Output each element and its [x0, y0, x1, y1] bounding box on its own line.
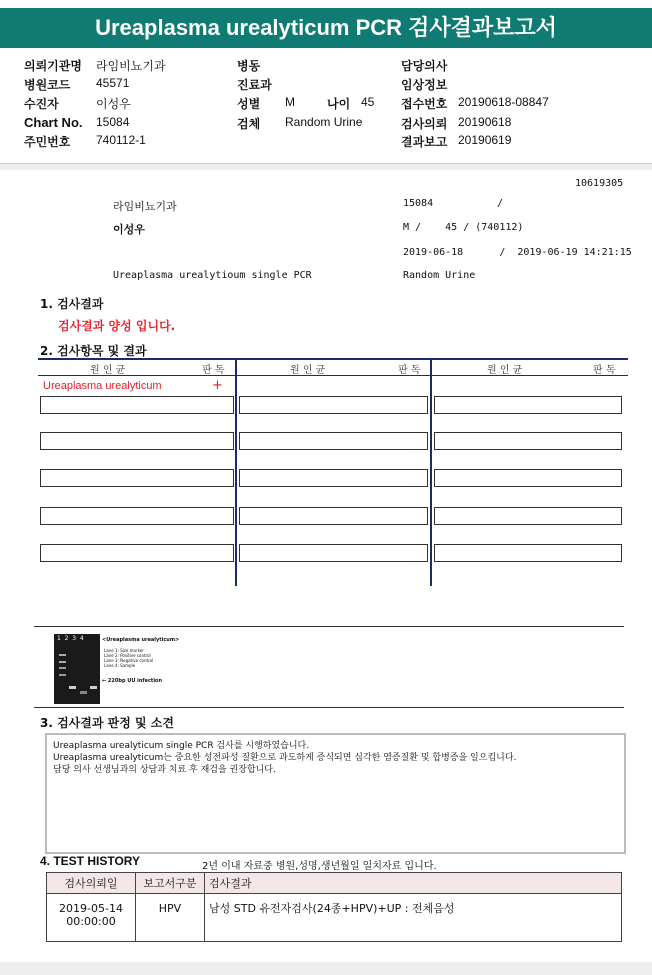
gel-band-label: ← 220bp UU infection [102, 678, 163, 684]
hospital-code-label: 병원코드 [24, 78, 71, 92]
print-chart-slash: / [497, 198, 504, 209]
institution-label: 의뢰기관명 [24, 59, 82, 73]
history-note: 2년 이내 자료중 병원,성명,생년월일 일치자료 입니다. [202, 861, 437, 872]
section1-title: 1. 검사결과 [40, 297, 104, 311]
section3-title: 3. 검사결과 판정 및 소견 [40, 716, 174, 730]
report-title: Ureaplasma urealyticum PCR 검사결과보고서 [0, 8, 652, 48]
result-cell [40, 507, 234, 525]
history-type: HPV [136, 894, 205, 942]
gel-legend-item: Lane 3: Negative control [104, 658, 154, 663]
table-top-rule [38, 358, 628, 360]
gel-band [90, 686, 97, 689]
gel-title: <Ureaplasma urealyticum> [102, 637, 180, 643]
col1-organism-header: 원 인 균 [90, 365, 126, 376]
col1-result-header: 판 독 [202, 365, 225, 376]
result-cell [40, 396, 234, 414]
print-name: 이성우 [113, 223, 145, 236]
organism-result: + [212, 378, 223, 393]
result-cell [40, 432, 234, 450]
result-cell [434, 432, 622, 450]
dept-label: 진료과 [237, 78, 272, 92]
gel-legend-item: Lane 1: Size marker [104, 648, 144, 653]
findings-text [53, 740, 516, 776]
history-result: 남성 STD 유전자검사(24종+HPV)+UP : 전체음성 [205, 894, 622, 942]
result-cell [434, 396, 622, 414]
chart-value: 15084 [96, 115, 130, 129]
history-col-date: 검사의뢰일 [47, 873, 136, 894]
result-cell [239, 507, 428, 525]
section4-title: 4. TEST HISTORY [40, 854, 141, 868]
report-value: 20190619 [458, 133, 512, 147]
sex-label: 성별 [237, 97, 261, 111]
gel-bottom-rule [34, 707, 624, 708]
recipient-label: 수진자 [24, 97, 59, 111]
print-test-name: Ureaplasma urealytioum single PCR [113, 270, 312, 281]
gel-band [59, 667, 66, 669]
history-col-type: 보고서구분 [136, 873, 205, 894]
column-divider [235, 358, 237, 586]
result-cell [434, 544, 622, 562]
receipt-value: 20190618-08847 [458, 95, 549, 109]
recipient-value: 이성우 [96, 97, 131, 111]
history-time: 00:00:00 [66, 915, 116, 928]
page-bottom-margin [0, 962, 652, 975]
patient-info [0, 52, 652, 164]
resident-label: 주민번호 [24, 135, 71, 149]
clinical-label: 임상정보 [401, 78, 448, 92]
history-header-row [47, 873, 622, 894]
result-cell [239, 396, 428, 414]
findings-line: Ureaplasma urealyticum는 중요한 성전파성 질환으로 과도하게 증식되면 심각한 염증질환 및 합병증을 일으킵니다. [53, 753, 517, 763]
gel-band [80, 691, 87, 694]
info-divider [0, 163, 652, 170]
gel-legend-item: Lane 2: Positive control [104, 653, 151, 658]
result-cell [434, 507, 622, 525]
gel-legend-item: Lane 4: Sample [104, 663, 136, 668]
gel-lane-numbers: 1 2 3 4 [57, 635, 84, 642]
gel-legend [104, 648, 153, 668]
specimen-label: 검체 [237, 117, 261, 131]
history-table [46, 872, 622, 942]
table-header-rule [38, 375, 628, 376]
history-date: 2019-05-14 [59, 902, 123, 915]
result-cell [434, 469, 622, 487]
organism-name: Ureaplasma urealyticum [43, 380, 162, 392]
institution-value: 라임비뇨기과 [96, 59, 166, 73]
gel-band [69, 686, 76, 689]
print-hospital: 라임비뇨기과 [113, 200, 177, 213]
result-cell [40, 469, 234, 487]
result-positive: 검사결과 양성 입니다. [58, 319, 176, 333]
gel-band [59, 674, 66, 676]
doctor-label: 담당의사 [401, 59, 448, 73]
gel-band [59, 661, 66, 663]
gel-top-rule [34, 626, 624, 627]
result-cell [40, 544, 234, 562]
print-specimen: Random Urine [403, 270, 476, 281]
receipt-label: 접수번호 [401, 97, 448, 111]
findings-line: Ureaplasma urealyticum single PCR 검사를 시행하였습니다. [53, 741, 310, 751]
report-code: 10619305 [575, 178, 624, 189]
result-cell [239, 469, 428, 487]
age-value: 45 [361, 95, 375, 109]
history-col-result: 검사결과 [205, 873, 622, 894]
chart-label: Chart No. [24, 115, 83, 130]
result-cell [239, 544, 428, 562]
print-dates: 2019-06-18 / 2019-06-19 14:21:15 [403, 247, 632, 258]
hospital-code-value: 45571 [96, 76, 130, 90]
resident-value: 740112-1 [96, 133, 146, 147]
specimen-value: Random Urine [285, 115, 363, 129]
result-cell [239, 432, 428, 450]
sex-value: M [285, 95, 295, 109]
col2-result-header: 판 독 [398, 365, 421, 376]
gel-image [54, 634, 100, 704]
col3-organism-header: 원 인 균 [487, 365, 523, 376]
column-divider [430, 358, 432, 586]
findings-line: 담당 의사 선생님과의 상담과 치료 후 재검을 권장합니다. [53, 765, 276, 775]
ward-label: 병동 [237, 59, 261, 73]
gel-band [59, 654, 66, 656]
print-sex-age: M / 45 / (740112) [403, 222, 524, 233]
section2-title: 2. 검사항목 및 결과 [40, 344, 147, 358]
table-row [47, 894, 622, 942]
print-chart: 15084 [403, 198, 434, 209]
col3-result-header: 판 독 [593, 365, 616, 376]
request-value: 20190618 [458, 115, 512, 129]
age-label: 나이 [327, 97, 351, 111]
col2-organism-header: 원 인 균 [290, 365, 326, 376]
findings-box [45, 733, 626, 854]
request-label: 검사의뢰 [401, 117, 448, 131]
history-date-cell [47, 894, 136, 942]
report-label: 결과보고 [401, 135, 448, 149]
